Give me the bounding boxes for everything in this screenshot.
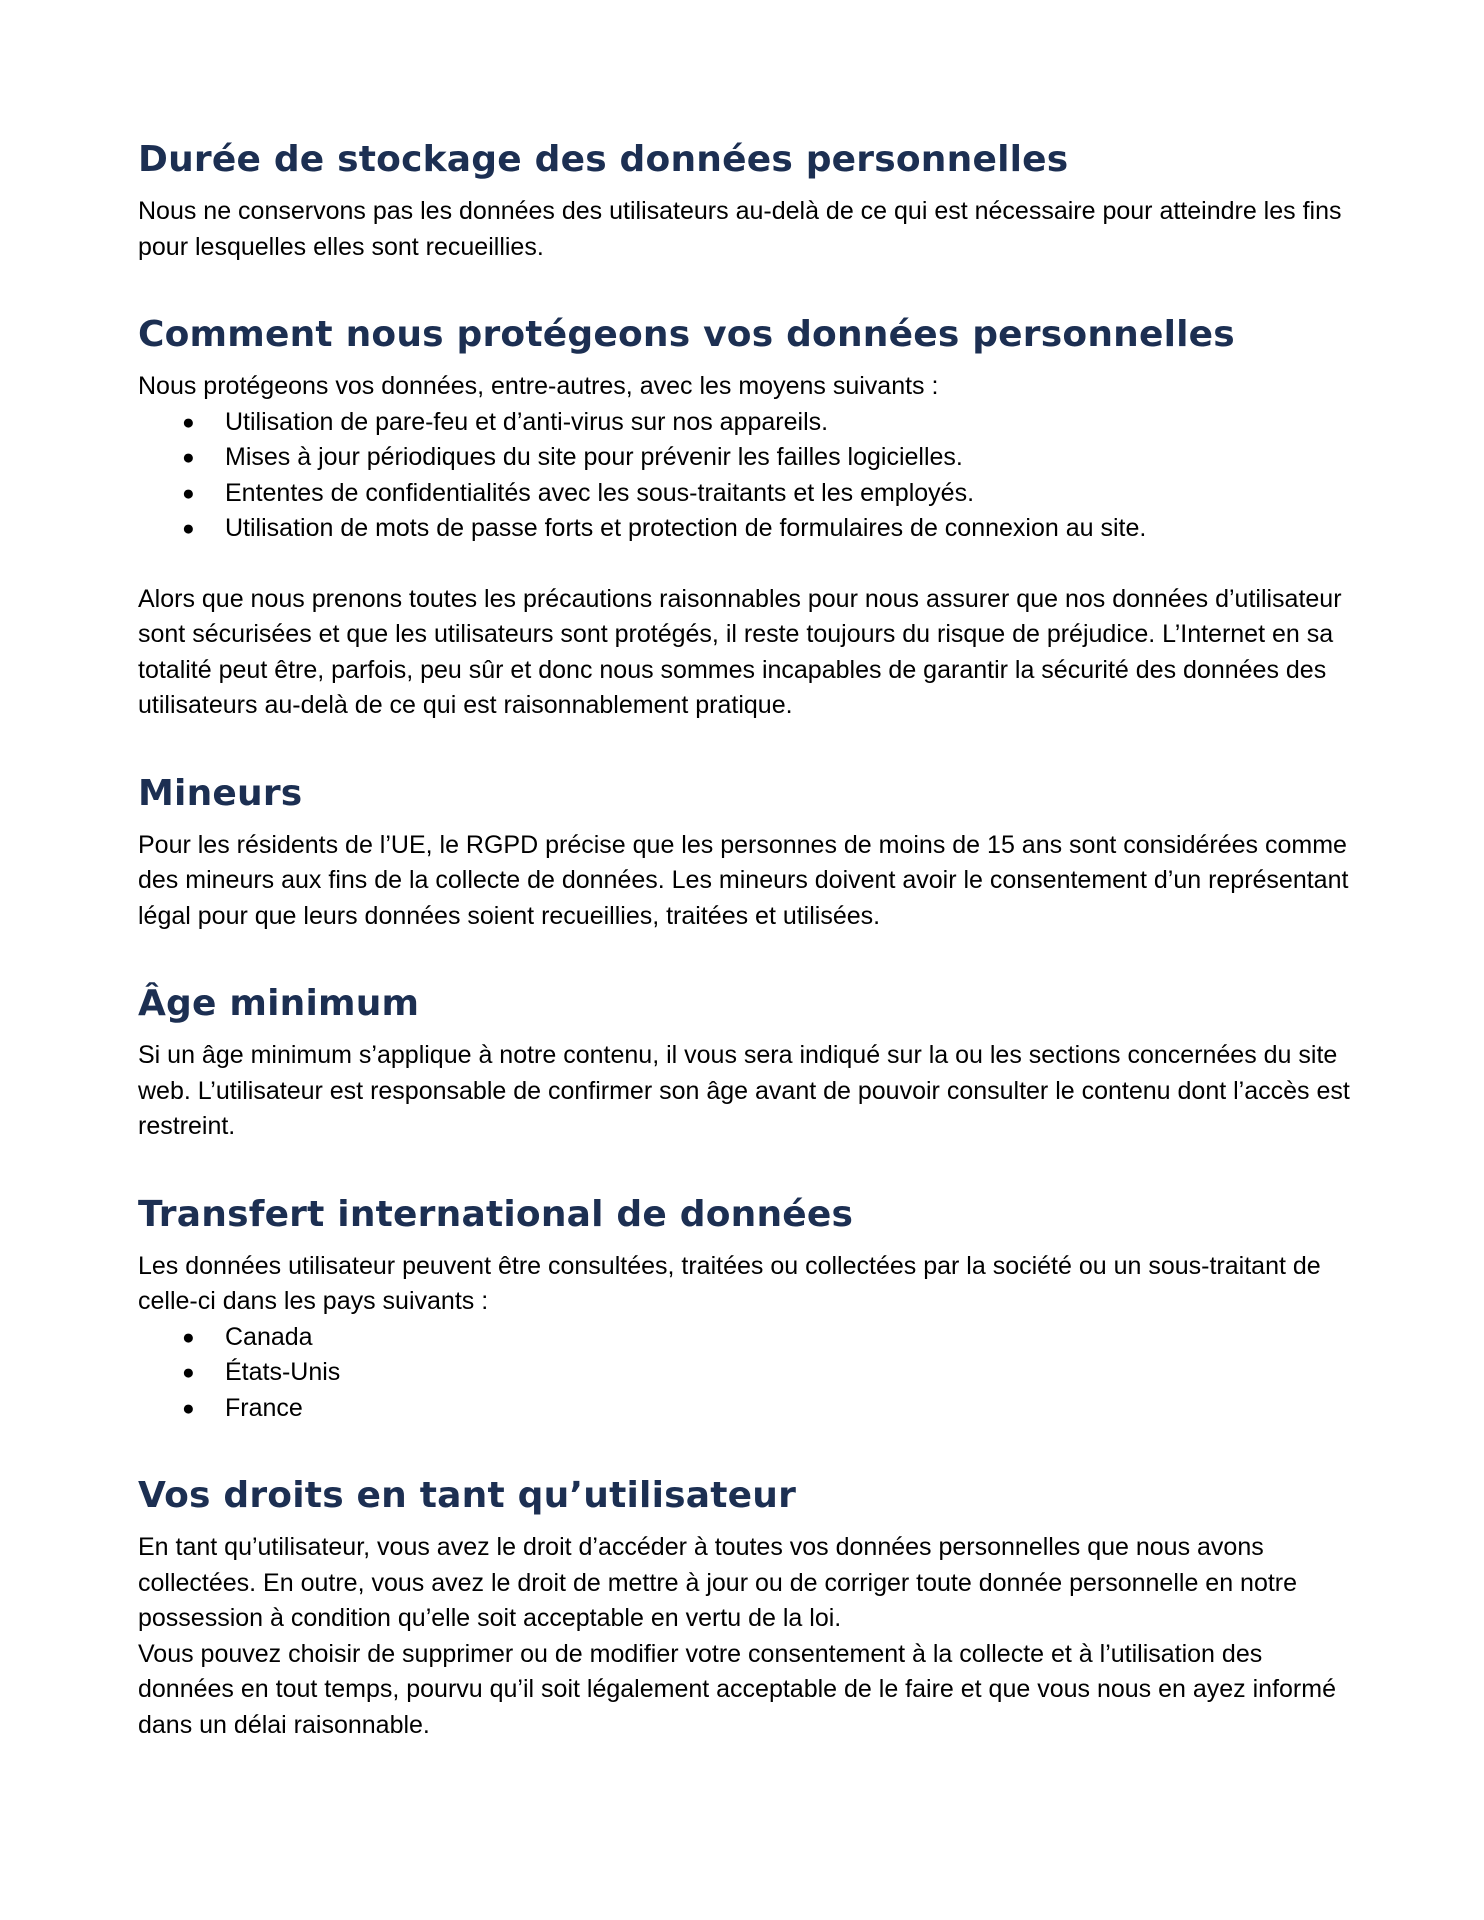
section-heading: Âge minimum (138, 983, 420, 1024)
section-intro: Nous protégeons vos données, entre-autres, avec les moyens suivants : (138, 372, 939, 400)
list-item-text: Canada (225, 1322, 313, 1351)
document-page (138, 130, 1353, 1743)
list-item (138, 1320, 1353, 1356)
section-heading: Durée de stockage des données personnelles (138, 139, 1069, 180)
list-item (138, 405, 1353, 441)
section-intro: Les données utilisateur peuvent être consultées, traitées ou collectées par la société ou un sous-traitant de celle-ci dans les pays suivants : (138, 1251, 1321, 1315)
bullet-icon: ● (182, 517, 195, 540)
section-user-rights (138, 1466, 1353, 1743)
section-heading: Vos droits en tant qu’utilisateur (138, 1475, 797, 1516)
section-heading: Comment nous protégeons vos données personnelles (138, 314, 1235, 355)
section-heading: Transfert international de données (138, 1193, 854, 1235)
list-item (138, 476, 1353, 512)
bullet-icon: ● (182, 410, 195, 434)
section-heading: Mineurs (138, 772, 303, 814)
list-item-text: Utilisation de mots de passe forts et protection de formulaires de connexion au site. (225, 514, 1147, 542)
section-minors (138, 764, 1353, 935)
bullet-list (138, 1320, 1353, 1427)
bullet-list (138, 405, 1353, 547)
section-paragraph: Nous ne conservons pas les données des utilisateurs au-delà de ce qui est nécessaire pour atteindre les fins pour lesquelles elles sont recueillies. (138, 197, 1342, 261)
section-minimum-age (138, 974, 1353, 1145)
list-item-text: Utilisation de pare-feu et d’anti-virus sur nos appareils. (225, 407, 829, 436)
bullet-icon: ● (182, 481, 195, 505)
section-paragraph: Pour les résidents de l’UE, le RGPD précise que les personnes de moins de 15 ans sont considérées comme des mineurs aux fins de la collecte de données. Les mineurs doivent avoir le consentement d’un représentant légal pour que leurs données soient recueillies, traitées et utilisées. (138, 830, 1349, 930)
section-paragraph: Vous pouvez choisir de supprimer ou de modifier votre consentement à la collecte et à l’utilisation des données en tout temps, pourvu qu’il soit légalement acceptable de le faire et que vous nous en ayez informé dans un délai raisonnable. (138, 1639, 1336, 1739)
list-item (138, 1391, 1353, 1427)
section-paragraph: Alors que nous prenons toutes les précautions raisonnables pour nous assurer que nos données d’utilisateur sont sécurisées et que les utilisateurs sont protégés, il reste toujours du risque de préjudice. L’Internet en sa totalité peut être, parfois, peu sûr et donc nous sommes incapables de garantir la sécurité des données des utilisateurs au-delà de ce qui est raisonnablement pratique. (138, 584, 1342, 719)
list-item-text: États-Unis (225, 1358, 341, 1386)
bullet-icon: ● (182, 446, 195, 469)
section-paragraph: En tant qu’utilisateur, vous avez le droit d’accéder à toutes vos données personnelles que nous avons collectées. En outre, vous avez le droit de mettre à jour ou de corriger toute donnée personnelle en notre possession à condition qu’elle soit acceptable en vertu de la loi. (138, 1533, 1298, 1632)
list-item (138, 440, 1353, 476)
list-item-text: France (225, 1393, 303, 1422)
list-item (138, 511, 1353, 547)
list-item-text: Ententes de confidentialités avec les sous-traitants et les employés. (225, 478, 975, 507)
section-storage-duration (138, 130, 1353, 265)
section-international-transfer (138, 1185, 1353, 1427)
bullet-icon: ● (182, 1396, 195, 1420)
bullet-icon: ● (182, 1361, 195, 1384)
bullet-icon: ● (182, 1325, 195, 1349)
section-paragraph: Si un âge minimum s’applique à notre contenu, il vous sera indiqué sur la ou les sections concernées du site web. L’utilisateur est responsable de confirmer son âge avant de pouvoir consulter le contenu dont l’accès est restreint. (138, 1041, 1350, 1140)
section-data-protection (138, 305, 1353, 724)
list-item-text: Mises à jour périodiques du site pour prévenir les failles logicielles. (225, 443, 963, 471)
list-item (138, 1355, 1353, 1391)
